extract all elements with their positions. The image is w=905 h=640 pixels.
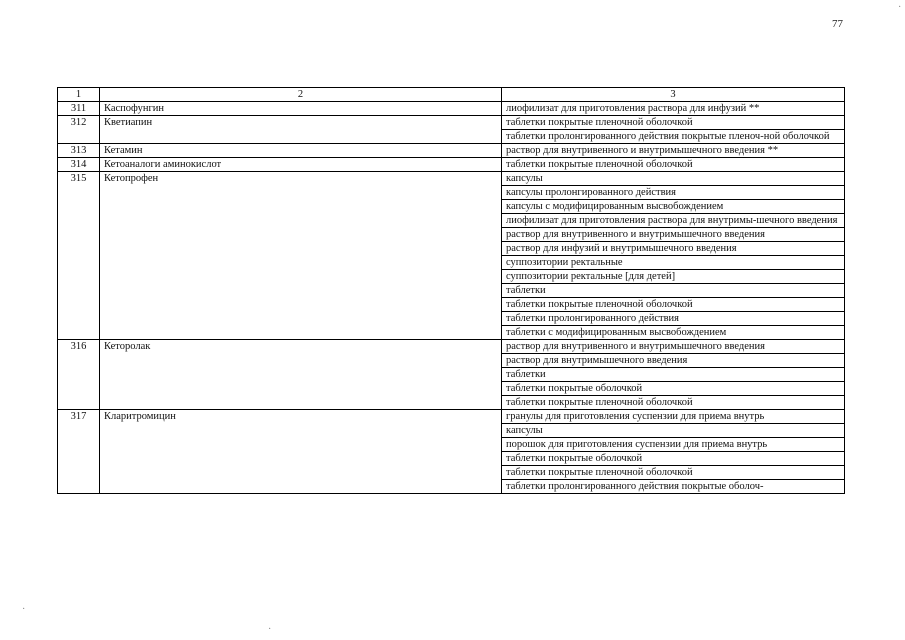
dosage-form: таблетки покрытые пленочной оболочкой [502, 116, 845, 130]
table-row [58, 102, 845, 116]
drug-name: Кветиапин [100, 116, 502, 144]
dosage-form: таблетки покрытые пленочной оболочкой [502, 466, 845, 480]
drug-table [57, 87, 845, 494]
row-number: 314 [58, 158, 100, 172]
row-number: 313 [58, 144, 100, 158]
drug-name: Кетопрофен [100, 172, 502, 340]
dosage-form: лиофилизат для приготовления раствора для внутримы-шечного введения [502, 214, 845, 228]
dosage-form: раствор для внутривенного и внутримышечного введения [502, 228, 845, 242]
table-row [58, 172, 845, 186]
dosage-form: раствор для внутривенного и внутримышечного введения ** [502, 144, 845, 158]
dosage-form: раствор для инфузий и внутримышечного введения [502, 242, 845, 256]
dosage-form: таблетки [502, 368, 845, 382]
dosage-form: капсулы [502, 424, 845, 438]
row-number: 317 [58, 410, 100, 494]
dosage-form: капсулы пролонгированного действия [502, 186, 845, 200]
table-row [58, 410, 845, 424]
dosage-form: лиофилизат для приготовления раствора для инфузий ** [502, 102, 845, 116]
dosage-form: раствор для внутривенного и внутримышечного введения [502, 340, 845, 354]
row-number: 315 [58, 172, 100, 340]
header-col-2: 2 [100, 88, 502, 102]
table-row [58, 158, 845, 172]
scan-artifact: · [268, 624, 272, 635]
drug-name: Кетамин [100, 144, 502, 158]
row-number: 316 [58, 340, 100, 410]
dosage-form: раствор для внутримышечного введения [502, 354, 845, 368]
drug-name: Каспофунгин [100, 102, 502, 116]
dosage-form: таблетки покрытые пленочной оболочкой [502, 396, 845, 410]
table-row [58, 340, 845, 354]
dosage-form: таблетки [502, 284, 845, 298]
dosage-form: таблетки покрытые пленочной оболочкой [502, 158, 845, 172]
table-row [58, 144, 845, 158]
dosage-form: порошок для приготовления суспензии для приема внутрь [502, 438, 845, 452]
table-row [58, 116, 845, 130]
drug-name: Кларитромицин [100, 410, 502, 494]
page-number: 77 [832, 18, 843, 30]
dosage-form: суппозитории ректальные [для детей] [502, 270, 845, 284]
row-number: 311 [58, 102, 100, 116]
scan-artifact: · [22, 604, 26, 615]
dosage-form: таблетки пролонгированного действия покрытые пленоч-ной оболочкой [502, 130, 845, 144]
row-number: 312 [58, 116, 100, 144]
dosage-form: таблетки с модифицированным высвобождением [502, 326, 845, 340]
dosage-form: таблетки пролонгированного действия покрытые оболоч- [502, 480, 845, 494]
dosage-form: капсулы с модифицированным высвобождением [502, 200, 845, 214]
dosage-form: таблетки пролонгированного действия [502, 312, 845, 326]
dosage-form: капсулы [502, 172, 845, 186]
dosage-form: таблетки покрытые пленочной оболочкой [502, 298, 845, 312]
dosage-form: суппозитории ректальные [502, 256, 845, 270]
dosage-form: таблетки покрытые оболочкой [502, 382, 845, 396]
dosage-form: гранулы для приготовления суспензии для приема внутрь [502, 410, 845, 424]
dosage-form: таблетки покрытые оболочкой [502, 452, 845, 466]
header-col-3: 3 [502, 88, 845, 102]
table-header-row [58, 88, 845, 102]
scan-artifact: · [898, 2, 902, 13]
header-col-1: 1 [58, 88, 100, 102]
drug-name: Кетоаналоги аминокислот [100, 158, 502, 172]
drug-name: Кеторолак [100, 340, 502, 410]
